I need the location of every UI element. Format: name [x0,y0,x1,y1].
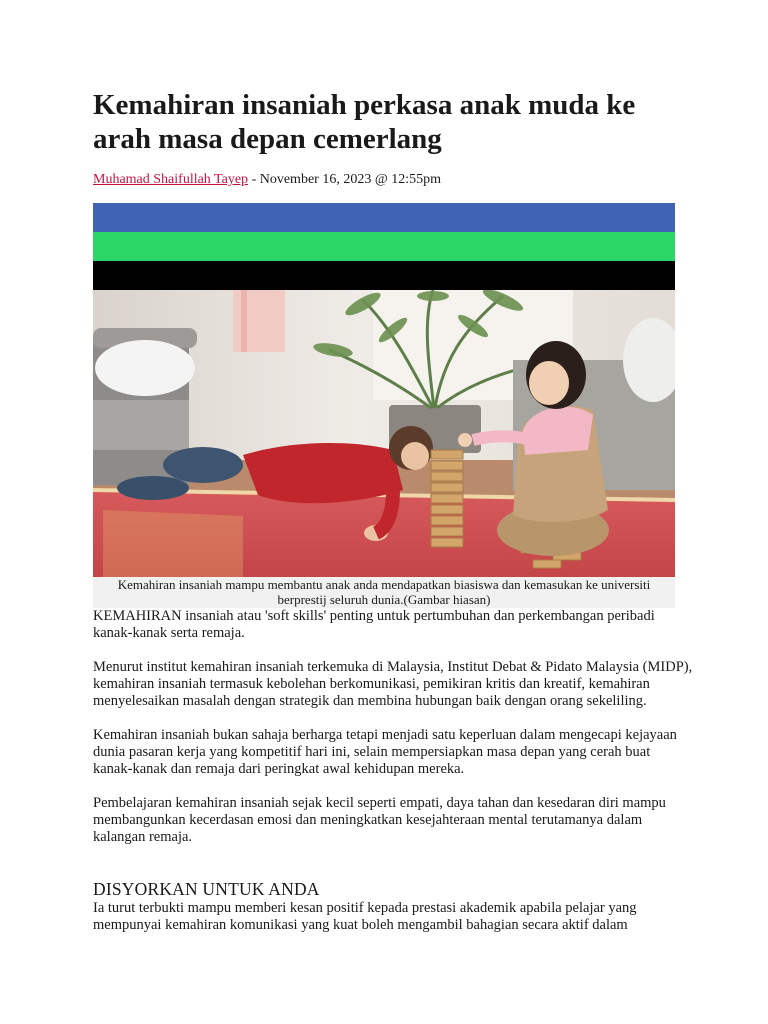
byline [93,171,441,188]
byline-separator: - [248,172,260,187]
article-title: Kemahiran insaniah perkasa anak muda ke arah masa depan cemerlang [93,89,636,155]
article-body-continued: Ia turut terbukti mampu memberi kesan positif kepada prestasi akademik apabila pelajar yang mempunyai kemahiran komunikasi yang kuat boleh mengambil bahagian secara aktif dalam [93,900,637,933]
color-band-black [93,261,675,290]
paragraph: Menurut institut kemahiran insaniah terkemuka di Malaysia, Institut Debat & Pidato Malaysia (MIDP), kemahiran insaniah termasuk kebolehan berkomunikasi, pemikiran kritis dan kreatif, kemahiran menyelesaikan masalah dengan strategik dan membina hubungan baik dengan orang sekeliling. [93,659,693,709]
paragraph: KEMAHIRAN insaniah atau 'soft skills' penting untuk pertumbuhan dan perkembangan peribadi kanak-kanak serta remaja. [93,608,655,641]
recommended-heading: DISYORKAN UNTUK ANDA [93,879,320,899]
publish-date: November 16, 2023 @ 12:55pm [259,172,441,187]
color-band-blue [93,203,675,232]
article-photo [93,290,675,578]
photo-caption: Kemahiran insaniah mampu membantu anak anda mendapatkan biasiswa dan kemasukan ke universiti berprestij seluruh dunia.(Gambar hiasan) [93,577,675,608]
color-band-green [93,232,675,261]
paragraph: Pembelajaran kemahiran insaniah sejak kecil seperti empati, daya tahan dan kesedaran diri mampu membangunkan kecerdasan emosi dan meningkatkan kesejahteraan mental terutamanya dalam kalangan remaja. [93,795,666,845]
paragraph: Kemahiran insaniah bukan sahaja berharga tetapi menjadi satu keperluan dalam mengecapi kejayaan dunia pasaran kerja yang kompetitif hari ini, selain mempersiapkan masa depan yang cerah buat kanak-kanak dan remaja dari peringkat awal kehidupan mereka. [93,727,677,777]
article-body [93,608,693,863]
author-link[interactable]: Muhamad Shaifullah Tayep [93,172,249,187]
